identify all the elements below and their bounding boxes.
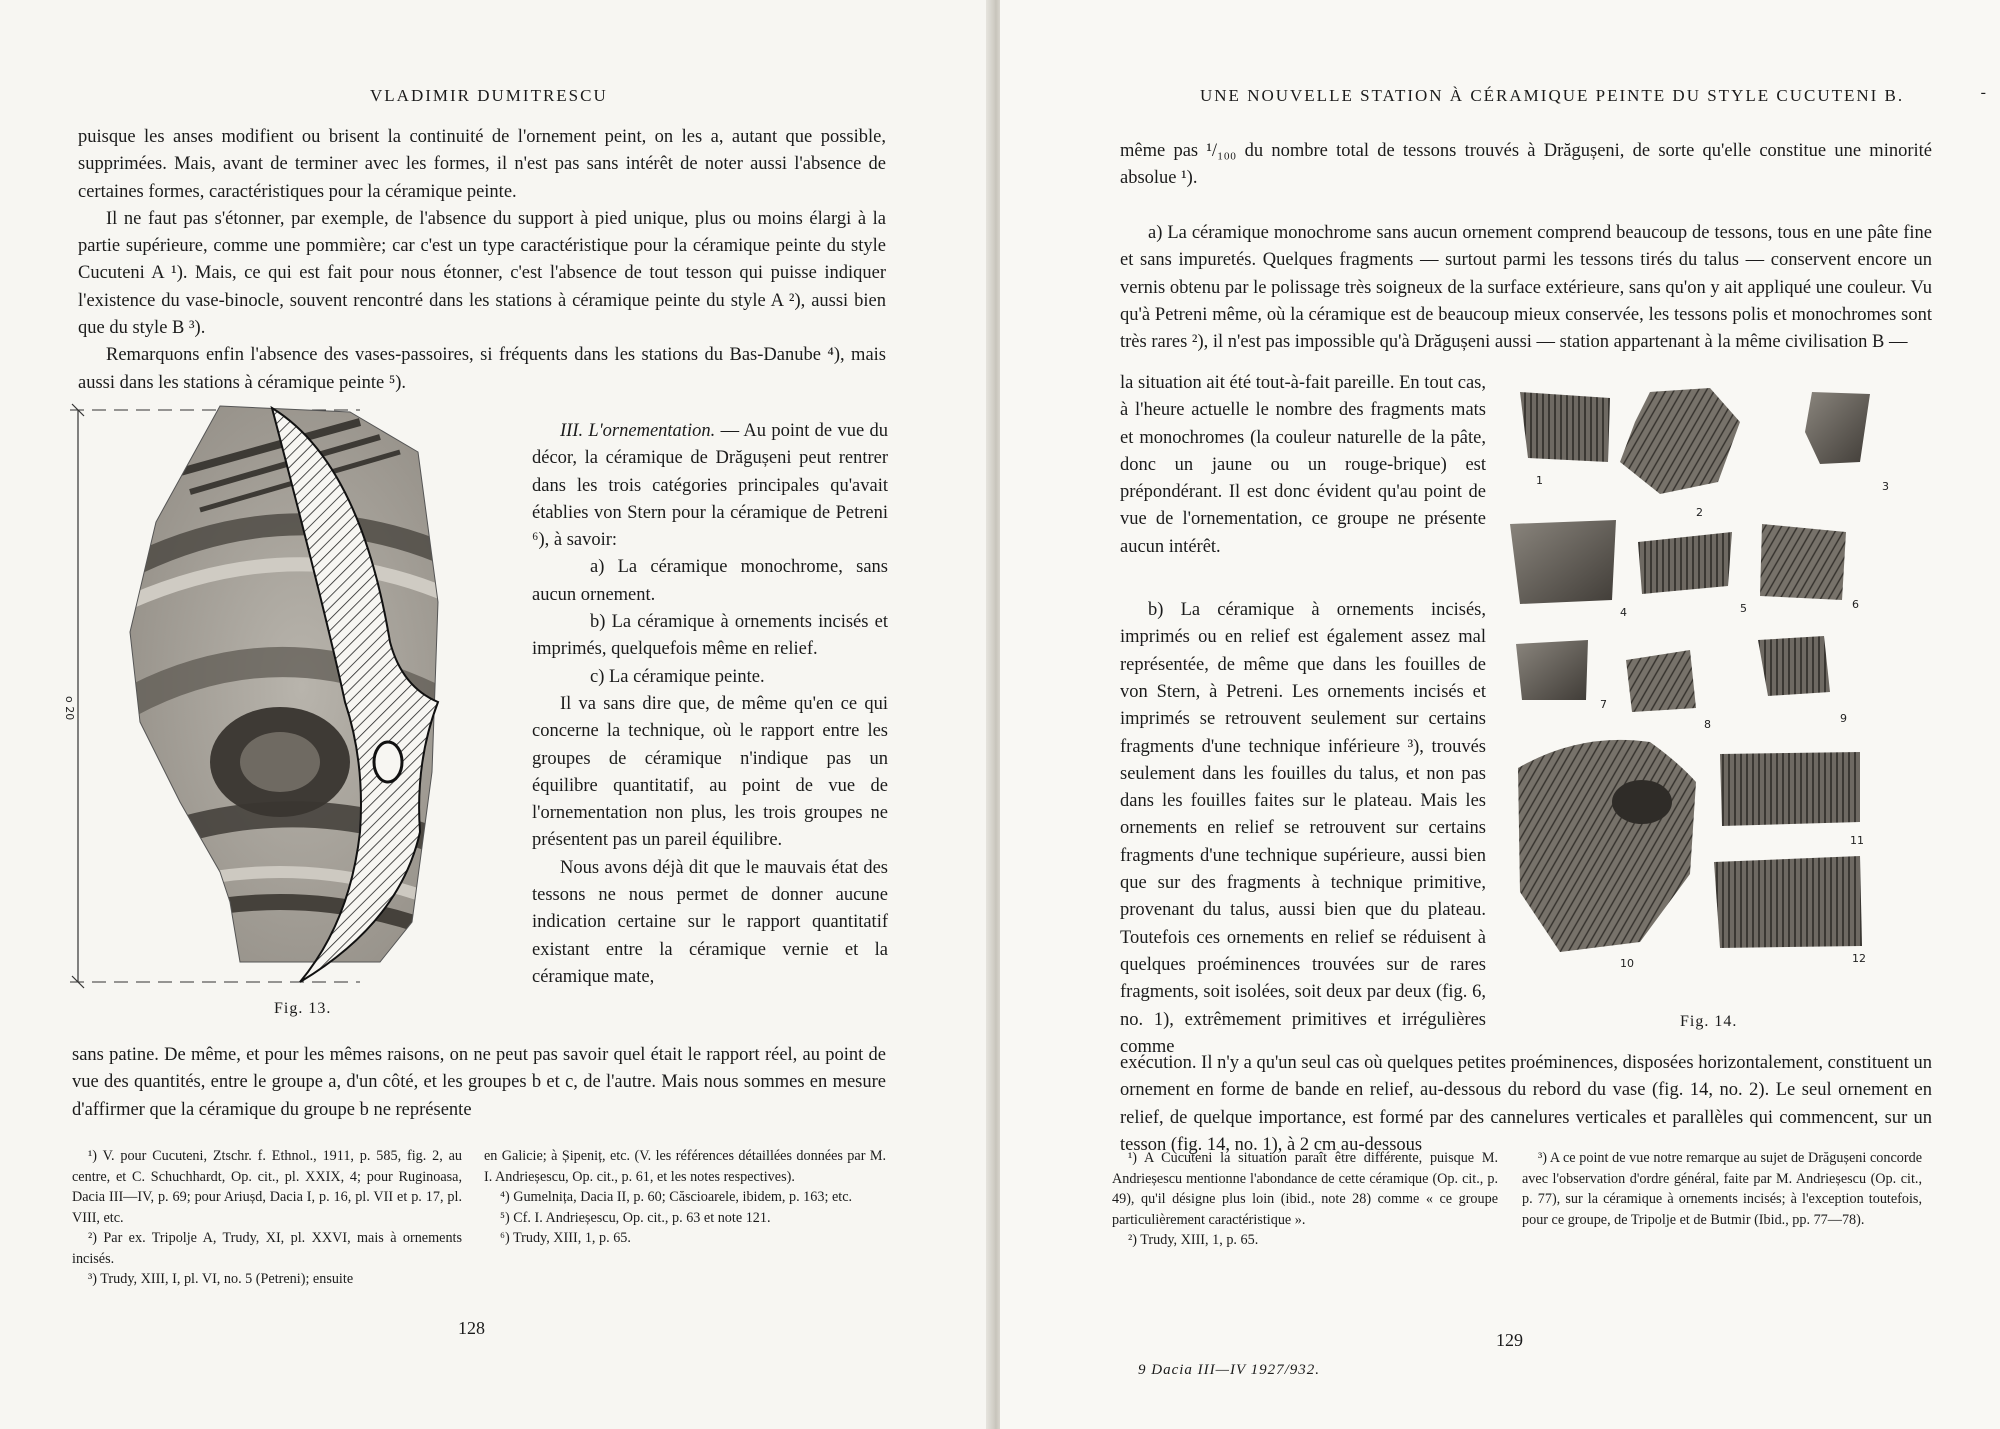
corner-mark: - <box>1980 84 1986 101</box>
right-page-number: 129 <box>1496 1330 1523 1350</box>
figure-14-plate <box>1500 382 1970 1022</box>
figure-13-caption: Fig. 13. <box>274 1000 332 1017</box>
list-item-b: b) La céramique à ornements incisés et imprimés, quelquefois même en relief. <box>532 612 888 660</box>
left-top-text <box>78 124 886 397</box>
figure-13-drawing <box>60 402 540 992</box>
fig14-number: 5 <box>1740 602 1747 615</box>
left-footnotes-col2 <box>484 1146 886 1249</box>
figure-14-caption: Fig. 14. <box>1680 1013 1738 1030</box>
scale-label: o 20 <box>63 696 76 721</box>
fig14-number: 12 <box>1852 952 1866 965</box>
left-footnotes-col1 <box>72 1146 462 1290</box>
list-item-a: a) La céramique monochrome, sans aucun ornement. <box>532 557 888 605</box>
section-title: III. L'ornementation. <box>560 421 716 441</box>
paragraph: Nous avons déjà dit que le mauvais état des tessons ne nous permet de donner aucune indication certaine sur le rapport quantitatif existant entre la céramique vernie et la céramique mate, <box>532 857 888 987</box>
fig14-number: 8 <box>1704 718 1711 731</box>
paragraph: sans patine. De même, et pour les mêmes raisons, on ne peut pas savoir quel était le rapport réel, au point de vue des quantités, entre le groupe a, d'un côté, et les groupes b et c, de l'autre. Mais nous sommes en mesure d'affirmer que la céramique du groupe b ne représente <box>72 1045 886 1120</box>
paragraph: même pas ¹/₁₀₀ du nombre total de tessons trouvés à Drăgușeni, de sorte qu'elle constitue une minorité absolue ¹). <box>1120 141 1932 189</box>
footnote: ¹) V. pour Cucuteni, Ztschr. f. Ethnol., 1911, p. 585, fig. 2, au centre, et C. Schuchhardt, Op. cit., pl. XXIX, 4; pour Ruginoasa, Dacia III—IV, p. 69; pour Ariușd, Dacia I, p. 16, pl. VII et p. 17, pl. VIII, etc. <box>72 1148 462 1226</box>
paragraph: exécution. Il n'y a qu'un seul cas où quelques petites proéminences, disposées horizontalement, constituent un ornement en forme de bande en relief, au-dessous du rebord du vase (fig. 14, no. 2). Le seul ornement en relief, de quelque importance, est formé par des cannelures verticales et parallèles qui commencent, sur un tesson (fig. 14, no. 1), à 2 cm au-dessous <box>1120 1053 1932 1155</box>
right-top-text <box>1120 138 1932 193</box>
paragraph: a) La céramique monochrome sans aucun ornement comprend beaucoup de tessons, tous en une pâte fine et sans impuretés. Quelques fragments — surtout parmi les tessons tirés du talus — conservent encore un vernis obtenu par le polissage très soigneux de la surface extérieure, sans qu'on y ait appliqué une couleur. Vu qu'à Petreni même, où la céramique est de beaucoup mieux conservée, les tessons polis et monochromes sont très rares ²), il n'est pas impossible qu'à Drăgușeni aussi — station appartenant à la même civilisation B — <box>1120 223 1932 353</box>
paragraph: Il va sans dire que, de même qu'en ce qui concerne la technique, où le rapport entre les groupes de céramique n'indique pas un équilibre quantitatif, au point de vue de l'ornementation non plus, les trois groupes ne présentent pas un pareil équilibre. <box>532 693 888 851</box>
fig14-number: 4 <box>1620 606 1627 619</box>
footnote: ⁶) Trudy, XIII, 1, p. 65. <box>500 1230 631 1246</box>
footnote: ¹) A Cucuteni la situation paraît être différente, puisque M. Andrieșescu mentionne l'abondance de cette céramique (Op. cit., p. 49), qu'il désigne plus loin (ibid., note 28) comme « ce groupe particulièrement caractéristique ». <box>1112 1150 1498 1228</box>
right-footnotes-col1 <box>1112 1148 1498 1251</box>
page-imprint: 9 Dacia III—IV 1927/932. <box>1138 1362 1321 1378</box>
footnote: ⁵) Cf. I. Andrieșescu, Op. cit., p. 63 et note 121. <box>500 1209 771 1226</box>
footnote: ²) Trudy, XIII, 1, p. 65. <box>1128 1232 1259 1248</box>
paragraph: Remarquons enfin l'absence des vases-passoires, si fréquents dans les stations du Bas-Danube ⁴), mais aussi dans les stations à céramique peinte ⁵). <box>78 345 886 393</box>
section-intro: — Au point de vue du décor, la céramique de Drăgușeni peut rentrer dans les trois catégories principales qu'avait établies von Stern pour la céramique de Petreni ⁶), à savoir: <box>532 421 889 551</box>
left-page <box>0 0 990 1429</box>
right-footnotes-col2 <box>1522 1148 1922 1230</box>
paragraph: Il ne faut pas s'étonner, par exemple, de l'absence du support à pied unique, plus ou moins élargi à la partie supérieure, comme une pommière; car c'est un type caractéristique pour la céramique peinte du style Cucuteni A ¹). Mais, ce qui est fait pour nous étonner, c'est l'absence de tout tesson qui puisse indiquer l'existence du vase-binocle, souvent rencontré dans les stations à céramique peinte du style A ²), aussi bien que du style B ³). <box>78 208 886 339</box>
fig14-number: 10 <box>1620 957 1634 970</box>
left-running-head: VLADIMIR DUMITRESCU <box>370 86 608 105</box>
fig14-number: 9 <box>1840 712 1847 725</box>
right-page <box>1000 0 2000 1429</box>
footnote: ³) A ce point de vue notre remarque au sujet de Drăgușeni concorde avec l'observation d'ordre général, faite par M. Andrieșescu (Op. cit., p. 77), sur la céramique à ornements incisés; à l'exception toutefois, pour ce groupe, de Tripolje et de Butmir (Ibid., pp. 77—78). <box>1522 1150 1922 1228</box>
fig14-number: 3 <box>1882 480 1889 493</box>
footnote: ⁴) Gumelnița, Dacia II, p. 60; Căscioarele, ibidem, p. 163; etc. <box>500 1189 853 1205</box>
paragraph: la situation ait été tout-à-fait pareille. En tout cas, à l'heure actuelle le nombre des fragments mats et monochromes (la couleur naturelle de la pâte, donc un jaune ou un rouge-brique) est prépondérant. Il est donc évident qu'au point de vue de l'ornementation, ce groupe ne présente aucun intérêt. <box>1120 373 1486 557</box>
footnote: en Galicie; à Șipeniț, etc. (V. les références détaillées données par M. I. Andrieșescu, Op. cit., p. 61, et les notes respectives). <box>484 1148 886 1185</box>
right-running-head: UNE NOUVELLE STATION À CÉRAMIQUE PEINTE DU STYLE CUCUTENI B. <box>1200 86 1905 105</box>
fig14-number: 1 <box>1536 474 1543 487</box>
fig14-number: 11 <box>1850 834 1864 847</box>
list-item-c: c) La céramique peinte. <box>590 666 765 687</box>
fig14-number: 7 <box>1600 698 1607 711</box>
right-column-text <box>1120 370 1486 1061</box>
footnote: ²) Par ex. Tripolje A, Trudy, XI, pl. XXVI, mais à ornements incisés. <box>72 1230 462 1267</box>
footnote: ³) Trudy, XIII, I, pl. VI, no. 5 (Petreni); ensuite <box>88 1271 354 1287</box>
right-bottom-text <box>1120 1050 1932 1159</box>
paragraph: puisque les anses modifient ou brisent la continuité de l'ornement peint, on les a, autant que possible, supprimées. Mais, avant de terminer avec les formes, il n'est pas sans intérêt de noter aussi l'absence de certaines formes, caractéristiques pour la céramique peinte. <box>78 127 886 202</box>
fig14-number: 6 <box>1852 598 1859 611</box>
paragraph: b) La céramique à ornements incisés, imprimés ou en relief est également assez mal représentée, de même que dans les fouilles de von Stern, à Petreni. Les ornements incisés et imprimés se retrouvent seulement sur certains fragments d'une technique inférieure ³), trouvés seulement dans les fouilles du talus, et non pas dans les fouilles faites sur le plateau. Mais les ornements en relief se retrouvent sur certains fragments d'une technique supérieure, aussi bien que sur des fragments à technique primitive, provenant du talus, aussi bien que du plateau. Toutefois ces ornements en relief se réduisent à quelques proéminences trouvées sur de rares fragments, soit isolées, soit deux par deux (fig. 6, no. 1), extrêmement primitives et irrégulières comme <box>1120 600 1486 1057</box>
fig14-number: 2 <box>1696 506 1703 519</box>
left-column-text <box>532 418 888 991</box>
right-para-a <box>1120 220 1932 356</box>
left-bottom-text <box>72 1042 886 1124</box>
left-page-number: 128 <box>458 1318 485 1338</box>
section-paragraph <box>532 418 888 554</box>
